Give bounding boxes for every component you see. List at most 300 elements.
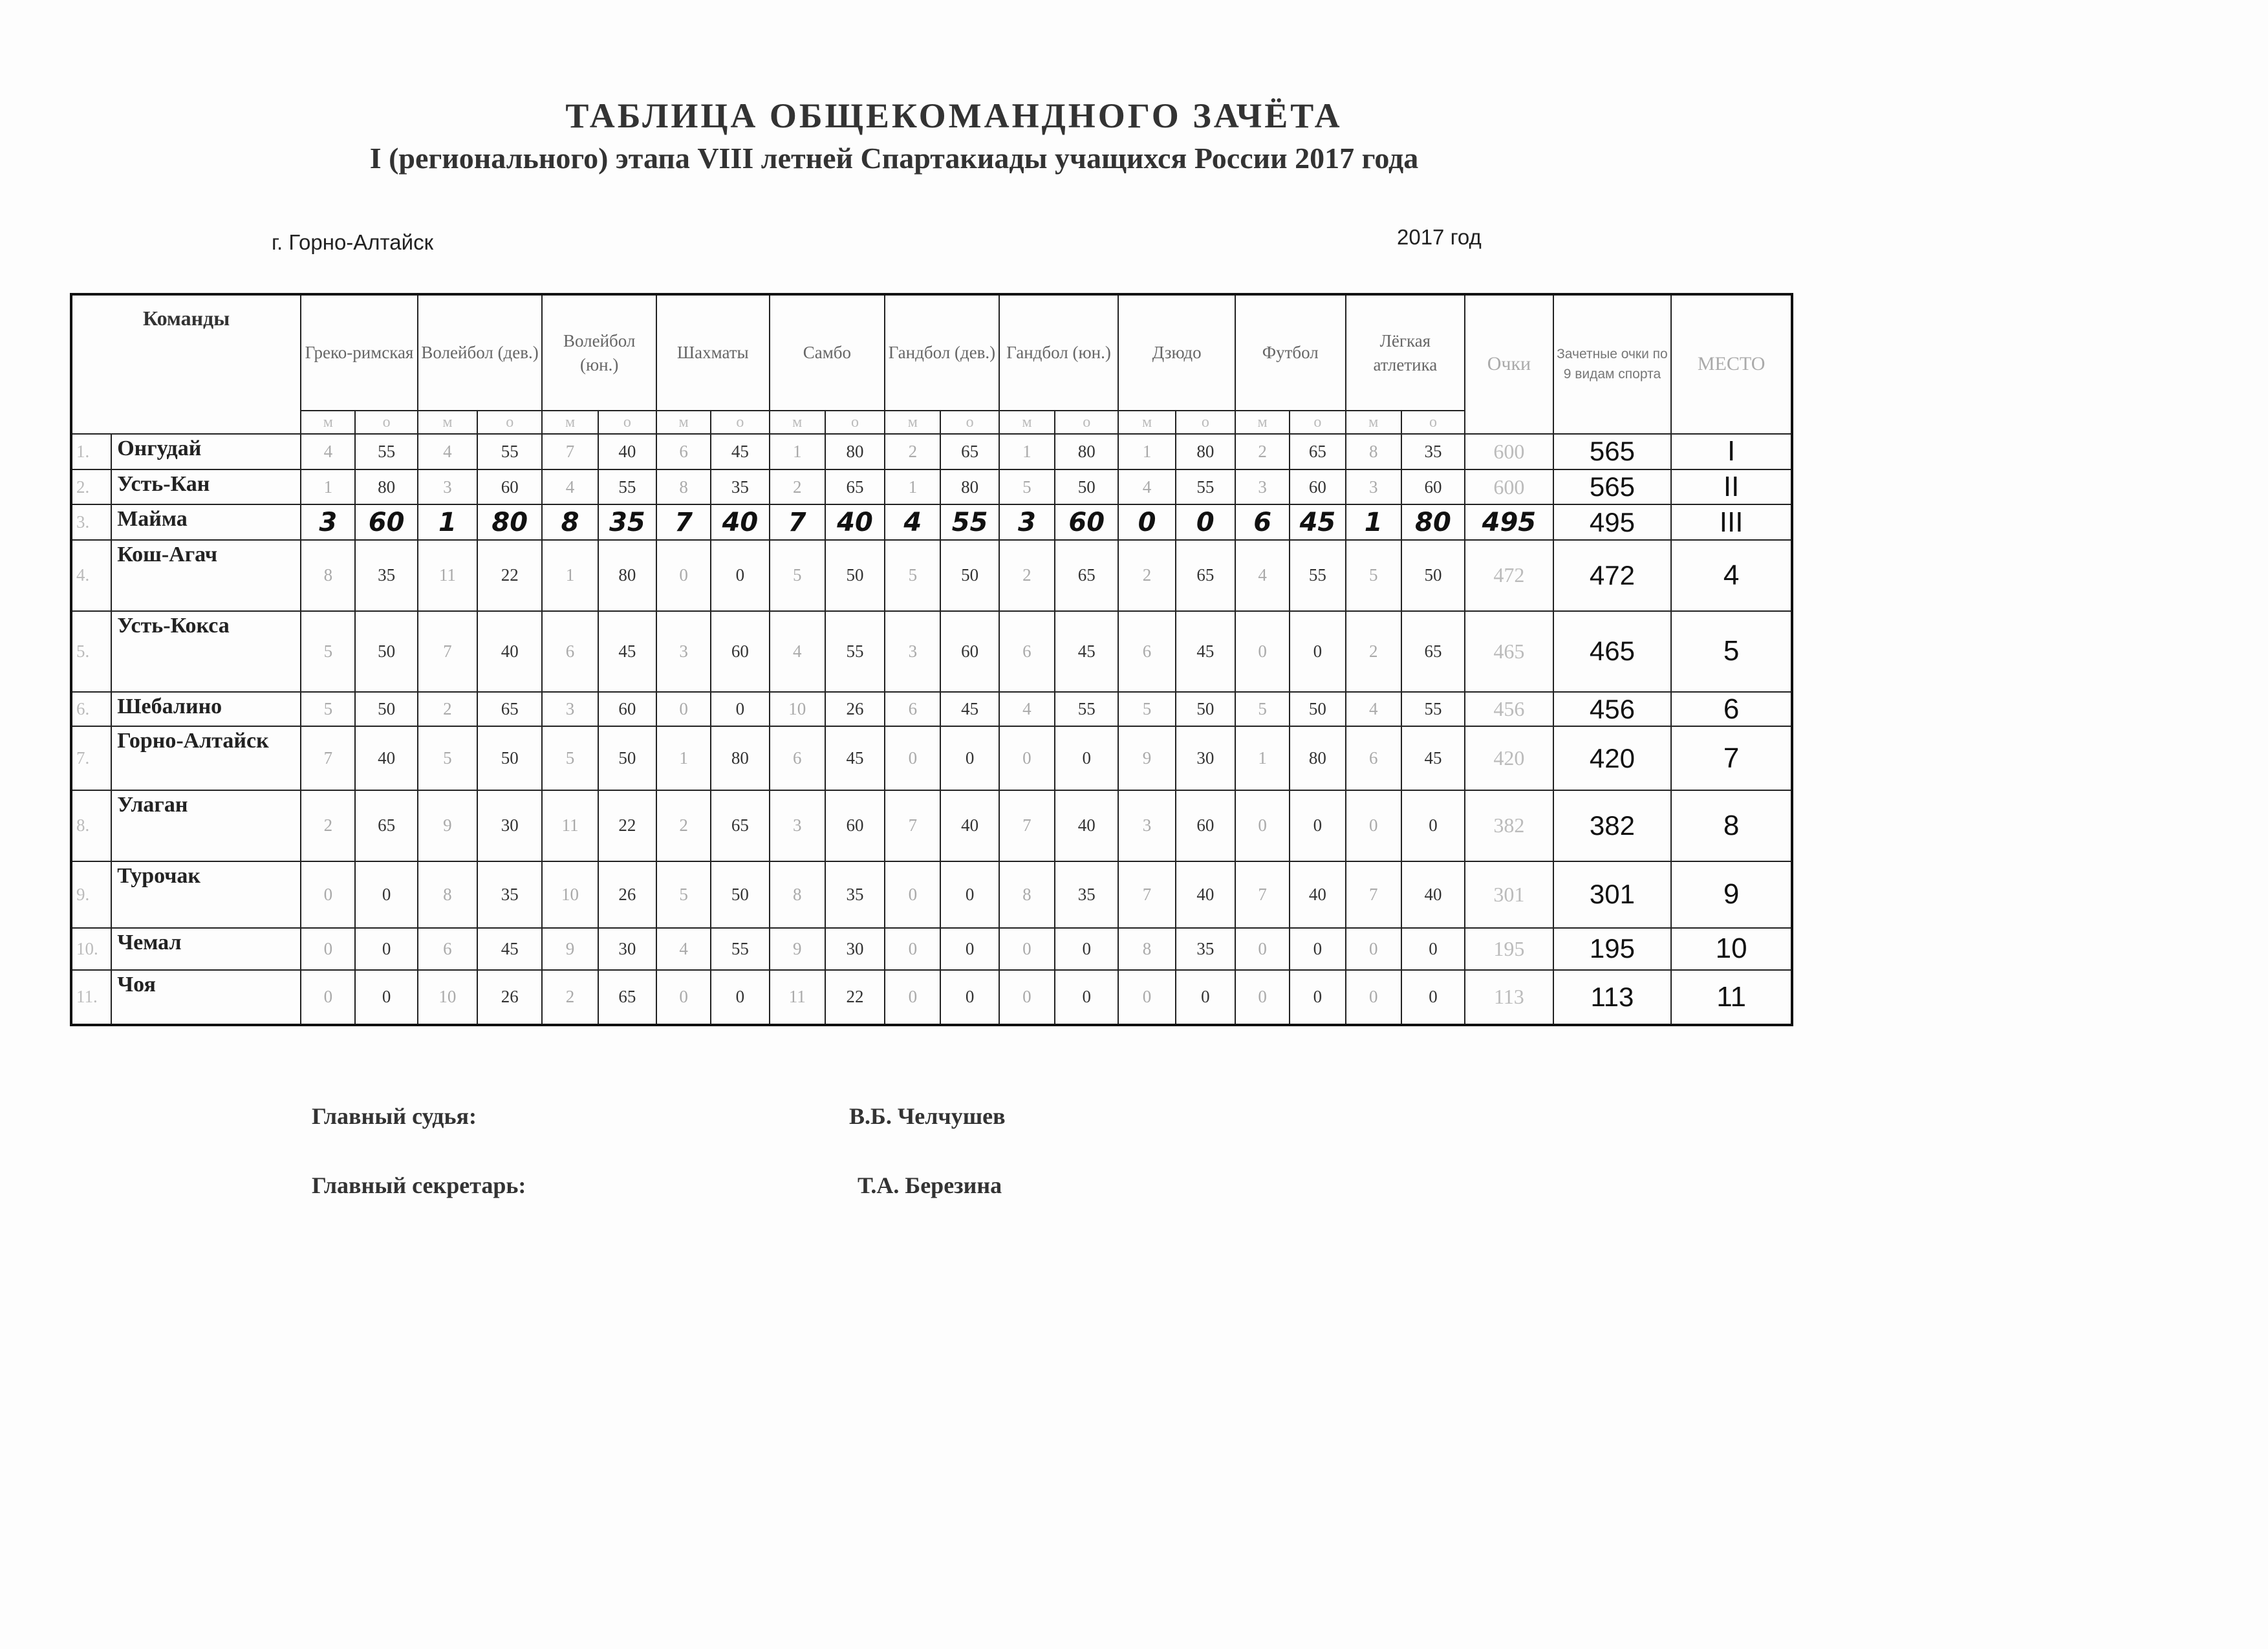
score-cell: 50 xyxy=(1401,540,1465,610)
place-cell: 5 xyxy=(418,726,477,790)
score-cell: 65 xyxy=(1176,540,1235,610)
year-label: 2017 год xyxy=(1397,225,1482,249)
place-cell: 0 xyxy=(656,970,711,1025)
place-cell: 3 xyxy=(418,469,477,505)
place-cell: 1 xyxy=(542,540,598,610)
points-cell: 113 xyxy=(1465,970,1553,1025)
place-result-cell: 7 xyxy=(1671,726,1792,790)
row-number: 7. xyxy=(71,726,111,790)
team-name: Горно-Алтайск xyxy=(111,726,301,790)
place-cell: 5 xyxy=(656,861,711,928)
points-cell: 420 xyxy=(1465,726,1553,790)
place-cell: 0 xyxy=(1235,790,1290,861)
place-cell: 5 xyxy=(542,726,598,790)
table-row xyxy=(71,692,1792,726)
place-cell: 9 xyxy=(1118,726,1175,790)
place-cell: 0 xyxy=(1346,970,1401,1025)
score-cell: 35 xyxy=(711,469,769,505)
place-cell: 0 xyxy=(301,970,355,1025)
place-subheader: м xyxy=(656,411,711,434)
place-cell: 6 xyxy=(999,611,1055,693)
score-cell: 0 xyxy=(1176,504,1235,540)
place-cell: 4 xyxy=(885,504,940,540)
place-cell: 2 xyxy=(1346,611,1401,693)
score-cell: 22 xyxy=(825,970,885,1025)
team-name: Шебалино xyxy=(111,692,301,726)
place-cell: 4 xyxy=(770,611,825,693)
place-cell: 7 xyxy=(1346,861,1401,928)
score-cell: 55 xyxy=(598,469,656,505)
place-cell: 0 xyxy=(885,928,940,970)
place-cell: 5 xyxy=(999,469,1055,505)
place-cell: 7 xyxy=(656,504,711,540)
score-cell: 60 xyxy=(598,692,656,726)
team-name: Кош-Агач xyxy=(111,540,301,610)
credit-points-cell: 565 xyxy=(1553,469,1672,505)
place-result-cell: 10 xyxy=(1671,928,1792,970)
score-cell: 50 xyxy=(477,726,542,790)
score-cell: 0 xyxy=(940,861,999,928)
chief-judge-name: В.Б. Челчушев xyxy=(849,1103,1006,1129)
place-result-cell: I xyxy=(1671,434,1792,469)
table-row xyxy=(71,970,1792,1025)
place-cell: 0 xyxy=(885,861,940,928)
place-subheader: м xyxy=(1346,411,1401,434)
score-cell: 35 xyxy=(825,861,885,928)
score-cell: 40 xyxy=(940,790,999,861)
score-cell: 50 xyxy=(355,611,417,693)
score-cell: 40 xyxy=(355,726,417,790)
place-cell: 8 xyxy=(1118,928,1175,970)
place-cell: 3 xyxy=(1118,790,1175,861)
place-cell: 2 xyxy=(770,469,825,505)
score-cell: 0 xyxy=(1055,970,1118,1025)
table-row xyxy=(71,504,1792,540)
table-row xyxy=(71,726,1792,790)
score-cell: 0 xyxy=(711,692,769,726)
score-subheader: о xyxy=(711,411,769,434)
score-cell: 40 xyxy=(477,611,542,693)
score-cell: 0 xyxy=(940,928,999,970)
place-cell: 2 xyxy=(542,970,598,1025)
score-cell: 55 xyxy=(1176,469,1235,505)
points-cell: 495 xyxy=(1465,504,1553,540)
place-cell: 4 xyxy=(301,434,355,469)
credit-points-cell: 565 xyxy=(1553,434,1672,469)
place-cell: 5 xyxy=(301,611,355,693)
score-cell: 45 xyxy=(1176,611,1235,693)
place-cell: 1 xyxy=(1235,726,1290,790)
place-cell: 2 xyxy=(418,692,477,726)
score-cell: 55 xyxy=(355,434,417,469)
score-cell: 0 xyxy=(1290,928,1345,970)
score-cell: 0 xyxy=(1290,790,1345,861)
sport-header: Футбол xyxy=(1235,294,1346,411)
row-number: 11. xyxy=(71,970,111,1025)
place-cell: 7 xyxy=(885,790,940,861)
team-name: Майма xyxy=(111,504,301,540)
place-cell: 1 xyxy=(656,726,711,790)
score-cell: 35 xyxy=(1401,434,1465,469)
score-cell: 0 xyxy=(1290,611,1345,693)
place-result-cell: 4 xyxy=(1671,540,1792,610)
team-name: Усть-Кокса xyxy=(111,611,301,693)
credit-points-cell: 495 xyxy=(1553,504,1672,540)
score-cell: 45 xyxy=(1401,726,1465,790)
place-cell: 6 xyxy=(656,434,711,469)
score-cell: 60 xyxy=(1401,469,1465,505)
place-cell: 7 xyxy=(542,434,598,469)
points-cell: 382 xyxy=(1465,790,1553,861)
score-cell: 50 xyxy=(1055,469,1118,505)
place-subheader: м xyxy=(418,411,477,434)
score-cell: 80 xyxy=(1176,434,1235,469)
place-cell: 3 xyxy=(770,790,825,861)
credit-points-cell: 420 xyxy=(1553,726,1672,790)
score-cell: 0 xyxy=(1055,726,1118,790)
place-cell: 1 xyxy=(418,504,477,540)
score-cell: 80 xyxy=(355,469,417,505)
chief-secretary-name: Т.А. Березина xyxy=(858,1172,1002,1198)
table-row xyxy=(71,928,1792,970)
score-subheader: о xyxy=(598,411,656,434)
place-cell: 5 xyxy=(1235,692,1290,726)
place-cell: 4 xyxy=(418,434,477,469)
score-subheader: о xyxy=(1290,411,1345,434)
page-subtitle: I (регионального) этапа VIII летней Спартакиады учащихся России 2017 года xyxy=(369,142,1419,175)
score-cell: 40 xyxy=(825,504,885,540)
score-cell: 0 xyxy=(1401,790,1465,861)
score-cell: 26 xyxy=(477,970,542,1025)
score-cell: 65 xyxy=(355,790,417,861)
score-cell: 45 xyxy=(1290,504,1345,540)
place-subheader: м xyxy=(301,411,355,434)
score-cell: 40 xyxy=(1055,790,1118,861)
place-cell: 3 xyxy=(656,611,711,693)
score-cell: 40 xyxy=(598,434,656,469)
table-row xyxy=(71,790,1792,861)
place-cell: 2 xyxy=(301,790,355,861)
place-cell: 4 xyxy=(1346,692,1401,726)
score-cell: 55 xyxy=(1401,692,1465,726)
sport-header: Волейбол (дев.) xyxy=(418,294,543,411)
place-result-cell: 5 xyxy=(1671,611,1792,693)
place-cell: 7 xyxy=(999,790,1055,861)
place-cell: 3 xyxy=(1235,469,1290,505)
score-cell: 50 xyxy=(711,861,769,928)
place-cell: 11 xyxy=(542,790,598,861)
place-cell: 0 xyxy=(1118,970,1175,1025)
place-cell: 8 xyxy=(542,504,598,540)
score-cell: 50 xyxy=(355,692,417,726)
place-header: МЕСТО xyxy=(1671,294,1792,434)
place-cell: 0 xyxy=(885,970,940,1025)
score-cell: 45 xyxy=(711,434,769,469)
score-subheader: о xyxy=(1055,411,1118,434)
score-cell: 60 xyxy=(711,611,769,693)
place-cell: 6 xyxy=(418,928,477,970)
credit-points-cell: 465 xyxy=(1553,611,1672,693)
sport-header: Самбо xyxy=(770,294,885,411)
place-subheader: м xyxy=(1118,411,1175,434)
points-cell: 456 xyxy=(1465,692,1553,726)
place-subheader: м xyxy=(999,411,1055,434)
place-cell: 7 xyxy=(770,504,825,540)
points-cell: 472 xyxy=(1465,540,1553,610)
points-cell: 195 xyxy=(1465,928,1553,970)
place-cell: 3 xyxy=(885,611,940,693)
score-cell: 35 xyxy=(355,540,417,610)
score-cell: 22 xyxy=(598,790,656,861)
sport-header: Гандбол (юн.) xyxy=(999,294,1119,411)
score-cell: 80 xyxy=(1290,726,1345,790)
place-cell: 11 xyxy=(418,540,477,610)
chief-secretary-label: Главный секретарь: xyxy=(312,1172,526,1198)
sport-header: Греко-римская xyxy=(301,294,418,411)
score-cell: 65 xyxy=(477,692,542,726)
place-cell: 0 xyxy=(301,861,355,928)
score-cell: 50 xyxy=(1290,692,1345,726)
score-cell: 60 xyxy=(1290,469,1345,505)
place-cell: 7 xyxy=(301,726,355,790)
chief-judge-label: Главный судья: xyxy=(312,1103,477,1129)
sport-header: Шахматы xyxy=(656,294,770,411)
score-cell: 65 xyxy=(711,790,769,861)
score-cell: 26 xyxy=(825,692,885,726)
place-cell: 6 xyxy=(885,692,940,726)
team-name: Чемал xyxy=(111,928,301,970)
place-cell: 1 xyxy=(1346,504,1401,540)
team-name: Турочак xyxy=(111,861,301,928)
place-cell: 0 xyxy=(301,928,355,970)
score-cell: 60 xyxy=(1176,790,1235,861)
standings-table xyxy=(70,293,1793,1026)
score-cell: 0 xyxy=(1401,928,1465,970)
score-cell: 45 xyxy=(477,928,542,970)
place-cell: 5 xyxy=(1346,540,1401,610)
score-cell: 40 xyxy=(1176,861,1235,928)
place-cell: 6 xyxy=(1346,726,1401,790)
score-cell: 80 xyxy=(1055,434,1118,469)
place-cell: 3 xyxy=(542,692,598,726)
points-cell: 465 xyxy=(1465,611,1553,693)
place-cell: 8 xyxy=(418,861,477,928)
place-result-cell: 8 xyxy=(1671,790,1792,861)
score-cell: 60 xyxy=(355,504,417,540)
place-cell: 0 xyxy=(1346,928,1401,970)
place-cell: 11 xyxy=(770,970,825,1025)
score-cell: 0 xyxy=(1176,970,1235,1025)
place-subheader: м xyxy=(770,411,825,434)
row-number: 8. xyxy=(71,790,111,861)
place-cell: 4 xyxy=(656,928,711,970)
place-result-cell: 9 xyxy=(1671,861,1792,928)
row-number: 6. xyxy=(71,692,111,726)
place-cell: 3 xyxy=(301,504,355,540)
score-cell: 0 xyxy=(355,970,417,1025)
place-cell: 8 xyxy=(656,469,711,505)
score-cell: 30 xyxy=(598,928,656,970)
score-subheader: о xyxy=(940,411,999,434)
place-cell: 0 xyxy=(999,928,1055,970)
credit-points-cell: 382 xyxy=(1553,790,1672,861)
points-cell: 600 xyxy=(1465,469,1553,505)
credit-points-cell: 113 xyxy=(1553,970,1672,1025)
score-cell: 80 xyxy=(825,434,885,469)
row-number: 4. xyxy=(71,540,111,610)
score-cell: 30 xyxy=(477,790,542,861)
place-cell: 6 xyxy=(542,611,598,693)
place-cell: 8 xyxy=(1346,434,1401,469)
score-cell: 35 xyxy=(477,861,542,928)
place-cell: 1 xyxy=(770,434,825,469)
score-cell: 30 xyxy=(1176,726,1235,790)
score-cell: 80 xyxy=(477,504,542,540)
score-cell: 40 xyxy=(1290,861,1345,928)
score-cell: 45 xyxy=(598,611,656,693)
place-subheader: м xyxy=(1235,411,1290,434)
score-cell: 80 xyxy=(940,469,999,505)
place-cell: 0 xyxy=(885,726,940,790)
sport-header: Лёгкая атлетика xyxy=(1346,294,1465,411)
score-cell: 60 xyxy=(1055,504,1118,540)
score-subheader: о xyxy=(1176,411,1235,434)
sport-header: Гандбол (дев.) xyxy=(885,294,999,411)
place-cell: 0 xyxy=(1118,504,1175,540)
place-cell: 0 xyxy=(1235,928,1290,970)
score-cell: 0 xyxy=(940,970,999,1025)
place-cell: 7 xyxy=(1118,861,1175,928)
row-number: 3. xyxy=(71,504,111,540)
place-cell: 4 xyxy=(1235,540,1290,610)
place-cell: 0 xyxy=(1346,790,1401,861)
place-cell: 5 xyxy=(301,692,355,726)
score-cell: 80 xyxy=(598,540,656,610)
score-subheader: о xyxy=(825,411,885,434)
score-cell: 65 xyxy=(940,434,999,469)
score-cell: 60 xyxy=(940,611,999,693)
place-cell: 0 xyxy=(999,970,1055,1025)
score-subheader: о xyxy=(477,411,542,434)
place-result-cell: 11 xyxy=(1671,970,1792,1025)
place-cell: 4 xyxy=(542,469,598,505)
points-cell: 301 xyxy=(1465,861,1553,928)
place-cell: 1 xyxy=(1118,434,1175,469)
score-cell: 30 xyxy=(825,928,885,970)
score-cell: 22 xyxy=(477,540,542,610)
score-cell: 60 xyxy=(825,790,885,861)
place-cell: 9 xyxy=(542,928,598,970)
page-title: ТАБЛИЦА ОБЩЕКОМАНДНОГО ЗАЧЁТА xyxy=(565,96,1343,135)
place-subheader: м xyxy=(542,411,598,434)
score-cell: 65 xyxy=(598,970,656,1025)
place-cell: 3 xyxy=(999,504,1055,540)
place-cell: 4 xyxy=(999,692,1055,726)
score-cell: 55 xyxy=(940,504,999,540)
credit-points-cell: 472 xyxy=(1553,540,1672,610)
place-subheader: м xyxy=(885,411,940,434)
place-cell: 0 xyxy=(1235,611,1290,693)
score-cell: 50 xyxy=(1176,692,1235,726)
score-cell: 65 xyxy=(1290,434,1345,469)
place-cell: 6 xyxy=(1235,504,1290,540)
score-cell: 0 xyxy=(711,540,769,610)
place-cell: 1 xyxy=(999,434,1055,469)
score-cell: 60 xyxy=(477,469,542,505)
score-cell: 55 xyxy=(825,611,885,693)
place-cell: 5 xyxy=(770,540,825,610)
place-cell: 1 xyxy=(885,469,940,505)
place-cell: 8 xyxy=(301,540,355,610)
place-result-cell: III xyxy=(1671,504,1792,540)
place-cell: 5 xyxy=(1118,692,1175,726)
sport-header: Дзюдо xyxy=(1118,294,1235,411)
place-cell: 0 xyxy=(656,540,711,610)
row-number: 5. xyxy=(71,611,111,693)
score-cell: 0 xyxy=(1290,970,1345,1025)
team-name: Усть-Кан xyxy=(111,469,301,505)
credit-points-cell: 456 xyxy=(1553,692,1672,726)
team-name: Онгудай xyxy=(111,434,301,469)
place-cell: 7 xyxy=(1235,861,1290,928)
place-cell: 3 xyxy=(1346,469,1401,505)
table-row xyxy=(71,434,1792,469)
score-cell: 80 xyxy=(1401,504,1465,540)
score-cell: 45 xyxy=(825,726,885,790)
score-cell: 0 xyxy=(355,861,417,928)
score-cell: 0 xyxy=(940,726,999,790)
score-cell: 80 xyxy=(711,726,769,790)
score-cell: 55 xyxy=(1290,540,1345,610)
score-cell: 26 xyxy=(598,861,656,928)
score-cell: 0 xyxy=(355,928,417,970)
place-cell: 6 xyxy=(770,726,825,790)
score-cell: 50 xyxy=(598,726,656,790)
credit-points-cell: 195 xyxy=(1553,928,1672,970)
score-cell: 50 xyxy=(825,540,885,610)
score-cell: 55 xyxy=(711,928,769,970)
credit-points-header: Зачетные очки по 9 видам спорта xyxy=(1553,294,1672,434)
row-number: 1. xyxy=(71,434,111,469)
place-cell: 2 xyxy=(1235,434,1290,469)
score-cell: 35 xyxy=(1176,928,1235,970)
place-cell: 8 xyxy=(999,861,1055,928)
score-cell: 50 xyxy=(940,540,999,610)
place-cell: 2 xyxy=(999,540,1055,610)
place-cell: 10 xyxy=(542,861,598,928)
points-cell: 600 xyxy=(1465,434,1553,469)
table-row xyxy=(71,611,1792,693)
place-cell: 4 xyxy=(1118,469,1175,505)
score-subheader: о xyxy=(1401,411,1465,434)
place-result-cell: II xyxy=(1671,469,1792,505)
score-cell: 35 xyxy=(598,504,656,540)
place-cell: 8 xyxy=(770,861,825,928)
score-cell: 65 xyxy=(1055,540,1118,610)
score-cell: 0 xyxy=(1055,928,1118,970)
team-name: Улаган xyxy=(111,790,301,861)
place-cell: 7 xyxy=(418,611,477,693)
table-row xyxy=(71,540,1792,610)
teams-header: Команды xyxy=(71,294,301,434)
score-cell: 0 xyxy=(1401,970,1465,1025)
row-number: 9. xyxy=(71,861,111,928)
place-cell: 6 xyxy=(1118,611,1175,693)
header-row xyxy=(71,294,1792,411)
score-cell: 65 xyxy=(1401,611,1465,693)
city-label: г. Горно-Алтайск xyxy=(272,230,434,254)
score-cell: 55 xyxy=(477,434,542,469)
